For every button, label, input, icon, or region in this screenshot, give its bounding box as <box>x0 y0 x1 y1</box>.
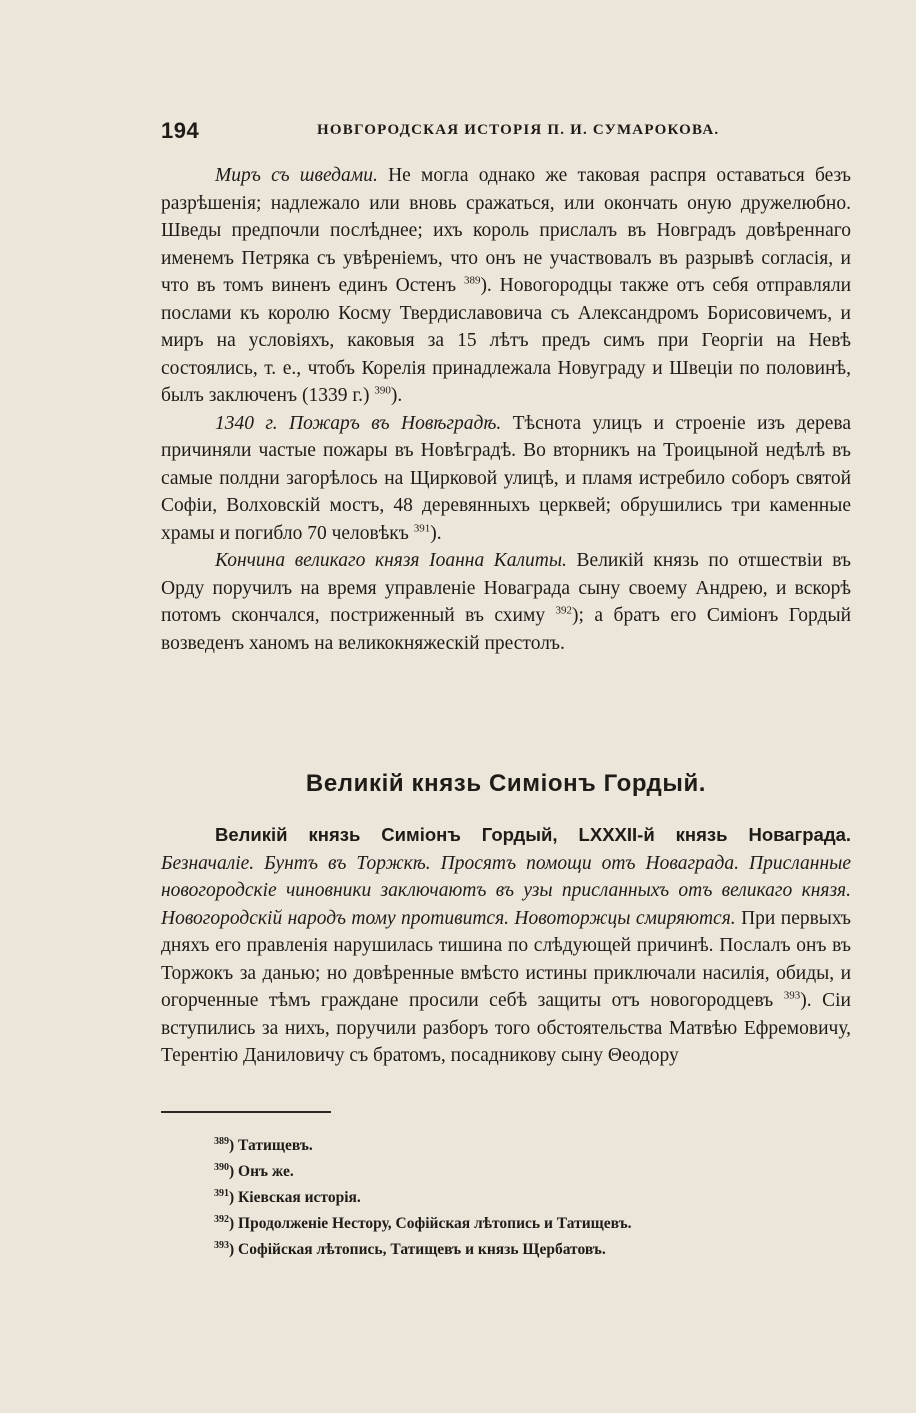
footnote-ref-392: 392 <box>555 604 573 617</box>
paragraph-text: ). Новогородцы также отъ себя отправляли послами къ королю Косму Твердиславовича съ Александромъ Борисовичемъ, и миръ на условіяхъ, каковыя за 15 лѣтъ предъ симъ при Георгіи на Невѣ состоялись, т. е., чтобъ Корелія принадлежала Новуграду и Швеціи по половинѣ, былъ заключенъ (1339 г.) <box>161 275 852 406</box>
section-text-block <box>161 821 851 1070</box>
footnote-divider <box>161 1111 331 1113</box>
footnote-ref-391: 391 <box>413 522 431 534</box>
footnote-item <box>214 1133 834 1159</box>
paragraph-text: При первыхъ дняхъ его правленія нарушилась тишина по слѣдующей причинѣ. Послалъ онъ въ Торжокъ за данью; но довѣренные вмѣсто истины приключали насилія, обиды, и огорченные тѣмъ граждане просили себѣ защиты отъ новогородцевъ <box>161 907 851 1011</box>
section-title: Великій князь Симіонъ Гордый. <box>305 770 707 797</box>
footnote-number: 393 <box>214 1239 229 1251</box>
footnote-text: ) Онъ же. <box>229 1163 294 1180</box>
footnote-number: 392 <box>214 1213 229 1225</box>
paragraph-fire-in-novgorod <box>161 410 851 548</box>
footnote-text: ) Кіевская исторія. <box>229 1189 361 1206</box>
paragraph-text: ); а братъ его Симіонъ Гордый возведенъ ханомъ на великокняжескій престолъ. <box>161 605 852 654</box>
footnote-item <box>214 1211 834 1237</box>
section-summary: Безначаліе. Бунтъ въ Торжкѣ. Просятъ помощи отъ Новаграда. Присланные новогородскіе чиновники заключаютъ въ узы присланныхъ отъ великаго князя. Новогородскій народъ тому противится. Новоторжцы смиряются. <box>161 852 851 929</box>
footnote-ref-390: 390 <box>374 384 391 397</box>
footnote-number: 389 <box>214 1135 229 1147</box>
paragraph-text: Тѣснота улицъ и строеніе изъ дерева причиняли частые пожары въ Новѣградѣ. Во вторникъ на Троицыной недѣлѣ въ самые полдни загорѣлось на Щирковой улицѣ, и пламя истребило соборъ святой Софіи, Волховскій мостъ, 48 деревянныхъ церквей; обрушились три каменные храмы и погибло 70 человѣкъ <box>161 412 851 544</box>
paragraph-text: ). <box>390 385 403 406</box>
paragraph-text: Великій князь по отшествіи въ Орду поручилъ на время управленіе Новаграда сыну своему Андрею, и вскорѣ потомъ скончался, постриженный въ схиму <box>161 550 851 626</box>
section-lead-heading: Великій князь Симіонъ Гордый, LXXXII-й князь Новаграда. <box>215 824 851 845</box>
footnote-ref-389: 389 <box>463 274 481 287</box>
paragraph-simeon-reign <box>161 821 851 1070</box>
footnote-number: 391 <box>214 1187 229 1199</box>
rubric-death-of-kalita: Кончина великаго князя Іоанна Калиты. <box>215 550 567 571</box>
footnote-ref-393: 393 <box>783 989 801 1002</box>
main-text-block <box>161 162 851 657</box>
running-title: НОВГОРОДСКАЯ ИСТОРІЯ П. И. СУМАРОКОВА. <box>317 122 720 138</box>
footnote-item <box>214 1185 834 1211</box>
paragraph-text: Не могла однако же таковая распря оставаться безъ разрѣшенія; надлежало или вновь сражаться, или окончать оную дружелюбно. Шведы предпочли послѣднее; ихъ король прислалъ въ Новградъ довѣреннаго именемъ Петряка съ увѣреніемъ, что онъ не участвовалъ въ разрывѣ согласія, и что въ томъ виненъ единъ Остенъ <box>161 165 851 296</box>
page-header <box>161 118 851 146</box>
footnote-text: ) Софійская лѣтопись, Татищевъ и князь Щербатовъ. <box>229 1241 606 1258</box>
footnote-item <box>214 1159 834 1185</box>
paragraph-text: ). <box>430 522 442 544</box>
page-number: 194 <box>161 118 200 143</box>
footnote-number: 390 <box>214 1161 229 1173</box>
rubric-peace-with-swedes: Миръ съ шведами. <box>215 165 378 186</box>
footnote-text: ) Татищевъ. <box>229 1137 313 1154</box>
paragraph-peace-with-swedes <box>161 162 851 410</box>
footnotes <box>214 1133 834 1263</box>
footnote-text: ) Продолженіе Нестору, Софійская лѣтопись и Татищевъ. <box>229 1215 632 1232</box>
rubric-fire-in-novgorod: 1340 г. Пожаръ въ Новѣградѣ. <box>215 412 502 434</box>
paragraph-death-of-kalita <box>161 547 851 657</box>
paragraph-text: ). Сіи вступились за нихъ, поручили разборъ того обстоятельства Матвѣю Ефремовичу, Терентію Даниловичу съ братомъ, посадникову сыну Θеодору <box>161 990 851 1066</box>
footnote-item <box>214 1237 834 1263</box>
